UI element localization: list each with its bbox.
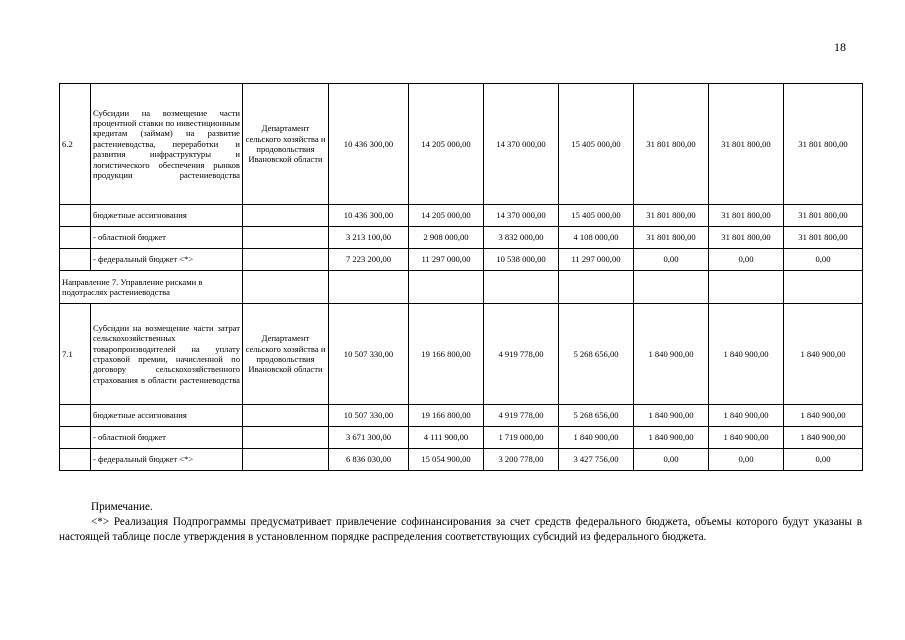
note-title: Примечание. [91, 501, 153, 513]
empty-cell [634, 271, 709, 304]
row-label: - областной бюджет [91, 427, 243, 449]
amount-cell: 19 166 800,00 [409, 304, 484, 405]
amount-cell: 31 801 800,00 [634, 205, 709, 227]
table-row [60, 449, 863, 471]
table-row [60, 205, 863, 227]
amount-cell: 0,00 [634, 449, 709, 471]
amount-cell: 11 297 000,00 [559, 249, 634, 271]
row-code: 6.2 [60, 84, 91, 205]
note-text: <*> Реализация Подпрограммы предусматривает привлечение софинансирования за счет средств федерального бюджета, объемы которого будут указаны в настоящей таблице после утверждения в установленном порядке распределения соответствующих субсидий из федерального бюджета. [59, 515, 862, 543]
row-label: - федеральный бюджет <*> [91, 249, 243, 271]
amount-cell: 5 268 656,00 [559, 405, 634, 427]
table-row [60, 227, 863, 249]
amount-cell: 7 223 200,00 [329, 249, 409, 271]
empty-cell [60, 449, 91, 471]
empty-cell [329, 271, 409, 304]
amount-cell: 31 801 800,00 [784, 84, 863, 205]
table-row [60, 249, 863, 271]
amount-cell: 31 801 800,00 [634, 84, 709, 205]
amount-cell: 4 111 900,00 [409, 427, 484, 449]
row-description: Субсидии на возмещение части затрат сельскохозяйственных товаропроизводителей на уплату страховой премии, начисленной по договору сельскохозяйственного страхования в области растениеводства [91, 304, 243, 405]
empty-cell [60, 405, 91, 427]
amount-cell: 5 268 656,00 [559, 304, 634, 405]
row-label: - областной бюджет [91, 227, 243, 249]
empty-cell [484, 271, 559, 304]
amount-cell: 0,00 [709, 449, 784, 471]
amount-cell: 1 840 900,00 [634, 405, 709, 427]
note-block [59, 500, 862, 544]
amount-cell: 31 801 800,00 [709, 84, 784, 205]
table-row [60, 427, 863, 449]
table-row [60, 271, 863, 304]
table-row [60, 304, 863, 405]
empty-cell [60, 427, 91, 449]
amount-cell: 2 908 000,00 [409, 227, 484, 249]
amount-cell: 0,00 [784, 249, 863, 271]
row-label: бюджетные ассигнования [91, 205, 243, 227]
amount-cell: 4 919 778,00 [484, 304, 559, 405]
amount-cell: 3 213 100,00 [329, 227, 409, 249]
row-description: Субсидии на возмещение части процентной ставки по инвестиционным кредитам (займам) на развитие растениеводства, переработки и развития инфраструктуры и логистического обеспечения рынков продукции растениеводства [91, 84, 243, 205]
amount-cell: 10 538 000,00 [484, 249, 559, 271]
row-department: Департамент сельского хозяйства и продовольствия Ивановской области [243, 304, 329, 405]
amount-cell: 1 840 900,00 [709, 405, 784, 427]
empty-cell [243, 205, 329, 227]
amount-cell: 0,00 [709, 249, 784, 271]
amount-cell: 31 801 800,00 [709, 205, 784, 227]
empty-cell [709, 271, 784, 304]
amount-cell: 31 801 800,00 [634, 227, 709, 249]
amount-cell: 4 919 778,00 [484, 405, 559, 427]
amount-cell: 19 166 800,00 [409, 405, 484, 427]
amount-cell: 31 801 800,00 [784, 205, 863, 227]
amount-cell: 1 840 900,00 [634, 427, 709, 449]
amount-cell: 14 205 000,00 [409, 84, 484, 205]
amount-cell: 1 840 900,00 [784, 405, 863, 427]
amount-cell: 1 840 900,00 [784, 427, 863, 449]
amount-cell: 10 507 330,00 [329, 304, 409, 405]
empty-cell [784, 271, 863, 304]
amount-cell: 15 405 000,00 [559, 205, 634, 227]
amount-cell: 3 832 000,00 [484, 227, 559, 249]
amount-cell: 15 405 000,00 [559, 84, 634, 205]
amount-cell: 31 801 800,00 [784, 227, 863, 249]
amount-cell: 1 840 900,00 [709, 427, 784, 449]
empty-cell [243, 271, 329, 304]
empty-cell [60, 227, 91, 249]
amount-cell: 3 200 778,00 [484, 449, 559, 471]
empty-cell [60, 205, 91, 227]
row-label: бюджетные ассигнования [91, 405, 243, 427]
amount-cell: 10 436 300,00 [329, 84, 409, 205]
amount-cell: 0,00 [784, 449, 863, 471]
page-number: 18 [834, 40, 846, 54]
amount-cell: 15 054 900,00 [409, 449, 484, 471]
amount-cell: 6 836 030,00 [329, 449, 409, 471]
row-label: - федеральный бюджет <*> [91, 449, 243, 471]
amount-cell: 10 507 330,00 [329, 405, 409, 427]
amount-cell: 14 370 000,00 [484, 205, 559, 227]
amount-cell: 1 840 900,00 [634, 304, 709, 405]
table-row [60, 84, 863, 205]
empty-cell [60, 249, 91, 271]
budget-table [59, 83, 863, 471]
amount-cell: 3 671 300,00 [329, 427, 409, 449]
amount-cell: 4 108 000,00 [559, 227, 634, 249]
row-department: Департамент сельского хозяйства и продовольствия Ивановской области [243, 84, 329, 205]
amount-cell: 1 719 000,00 [484, 427, 559, 449]
empty-cell [243, 249, 329, 271]
amount-cell: 3 427 756,00 [559, 449, 634, 471]
table-row [60, 405, 863, 427]
amount-cell: 31 801 800,00 [709, 227, 784, 249]
empty-cell [243, 427, 329, 449]
amount-cell: 1 840 900,00 [709, 304, 784, 405]
amount-cell: 11 297 000,00 [409, 249, 484, 271]
amount-cell: 1 840 900,00 [784, 304, 863, 405]
empty-cell [243, 449, 329, 471]
amount-cell: 10 436 300,00 [329, 205, 409, 227]
direction-heading: Направление 7. Управление рисками в подотраслях растениеводства [60, 271, 243, 304]
amount-cell: 14 370 000,00 [484, 84, 559, 205]
empty-cell [409, 271, 484, 304]
empty-cell [243, 405, 329, 427]
amount-cell: 14 205 000,00 [409, 205, 484, 227]
amount-cell: 0,00 [634, 249, 709, 271]
empty-cell [559, 271, 634, 304]
row-code: 7.1 [60, 304, 91, 405]
amount-cell: 1 840 900,00 [559, 427, 634, 449]
empty-cell [243, 227, 329, 249]
